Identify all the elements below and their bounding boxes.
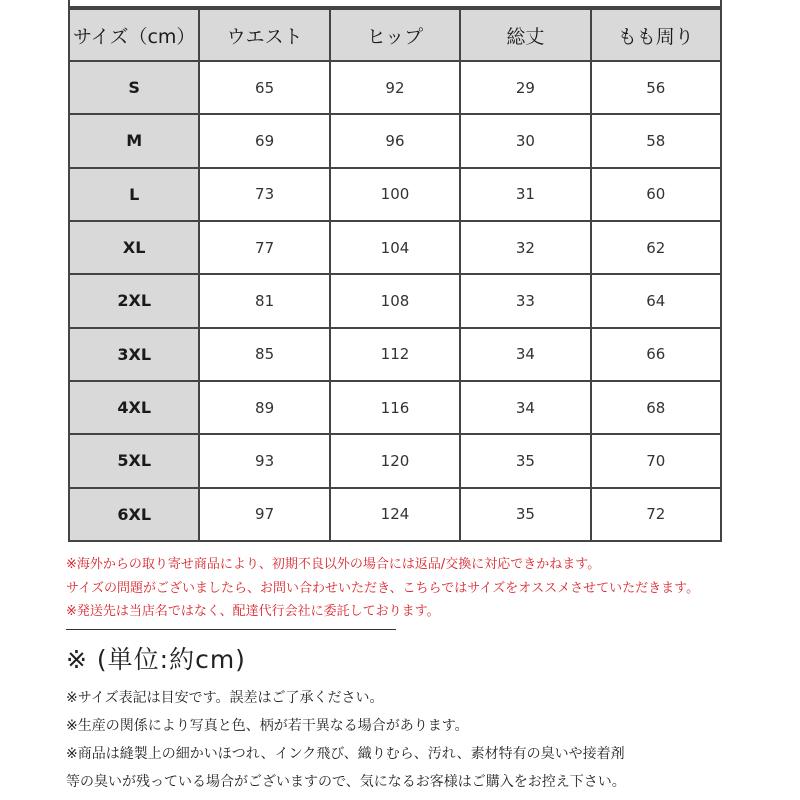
cell-size: XL [69, 221, 199, 274]
note-shipping: ※発送先は当店名ではなく、配達代行会社に委託しております。 [66, 604, 440, 619]
note-sewing-defects: ※商品は縫製上の細かいほつれ、インク飛び、織りむら、汚れ、素材特有の臭いや接着剤 [66, 746, 625, 762]
cell-hip: 92 [330, 61, 460, 114]
shipping-notes [66, 553, 746, 624]
unit-heading: ※ (単位:約cm) [66, 645, 246, 674]
table-row [69, 488, 721, 541]
cell-thigh: 64 [591, 274, 721, 327]
cell-waist: 89 [199, 381, 329, 434]
table-body [69, 61, 721, 541]
header-hip: ヒップ [330, 9, 460, 61]
cell-hip: 124 [330, 488, 460, 541]
cell-hip: 104 [330, 221, 460, 274]
cell-length: 34 [460, 328, 590, 381]
cell-thigh: 62 [591, 221, 721, 274]
note-color-difference: ※生産の関係により写真と色、柄が若干異なる場合があります。 [66, 718, 469, 734]
table-row [69, 168, 721, 221]
note-odor: 等の臭いが残っている場合がございますので、気になるお客様はご購入をお控え下さい。 [66, 774, 626, 790]
cell-waist: 73 [199, 168, 329, 221]
cell-hip: 100 [330, 168, 460, 221]
table-row [69, 114, 721, 167]
size-chart-table [68, 8, 722, 542]
cell-length: 35 [460, 488, 590, 541]
cell-thigh: 70 [591, 434, 721, 487]
cell-waist: 85 [199, 328, 329, 381]
cell-size: 5XL [69, 434, 199, 487]
cell-thigh: 56 [591, 61, 721, 114]
cell-length: 30 [460, 114, 590, 167]
cell-thigh: 68 [591, 381, 721, 434]
table-row [69, 434, 721, 487]
header-waist: ウエスト [199, 9, 329, 61]
cell-hip: 112 [330, 328, 460, 381]
header-size: サイズ（cm） [69, 9, 199, 61]
cell-length: 33 [460, 274, 590, 327]
table-row [69, 61, 721, 114]
cell-size: L [69, 168, 199, 221]
cell-length: 32 [460, 221, 590, 274]
cell-thigh: 72 [591, 488, 721, 541]
cell-size: S [69, 61, 199, 114]
cell-hip: 108 [330, 274, 460, 327]
cell-length: 34 [460, 381, 590, 434]
product-notes [66, 684, 766, 796]
cell-thigh: 60 [591, 168, 721, 221]
cell-waist: 81 [199, 274, 329, 327]
cell-waist: 97 [199, 488, 329, 541]
cell-size: 6XL [69, 488, 199, 541]
table-row [69, 381, 721, 434]
cell-length: 29 [460, 61, 590, 114]
cell-hip: 116 [330, 381, 460, 434]
cell-waist: 93 [199, 434, 329, 487]
cell-size: 4XL [69, 381, 199, 434]
cell-length: 31 [460, 168, 590, 221]
note-size-guide: ※サイズ表記は目安です。誤差はご了承ください。 [66, 690, 384, 706]
table-row [69, 274, 721, 327]
header-thigh: もも周り [591, 9, 721, 61]
table-row [69, 221, 721, 274]
cell-size: 2XL [69, 274, 199, 327]
cell-thigh: 58 [591, 114, 721, 167]
table-top-border [68, 0, 722, 8]
cell-hip: 120 [330, 434, 460, 487]
cell-size: 3XL [69, 328, 199, 381]
cell-waist: 69 [199, 114, 329, 167]
cell-thigh: 66 [591, 328, 721, 381]
section-divider [66, 629, 396, 630]
cell-length: 35 [460, 434, 590, 487]
cell-hip: 96 [330, 114, 460, 167]
table-row [69, 328, 721, 381]
note-returns: ※海外からの取り寄せ商品により、初期不良以外の場合には返品/交換に対応できかねます。 [66, 557, 601, 572]
cell-waist: 65 [199, 61, 329, 114]
cell-waist: 77 [199, 221, 329, 274]
note-size-consult: サイズの問題がございましたら、お問い合わせいただき、こちらではサイズをオススメさせていただきます。 [66, 580, 700, 596]
table-header-row [69, 9, 721, 61]
header-length: 総丈 [460, 9, 590, 61]
cell-size: M [69, 114, 199, 167]
